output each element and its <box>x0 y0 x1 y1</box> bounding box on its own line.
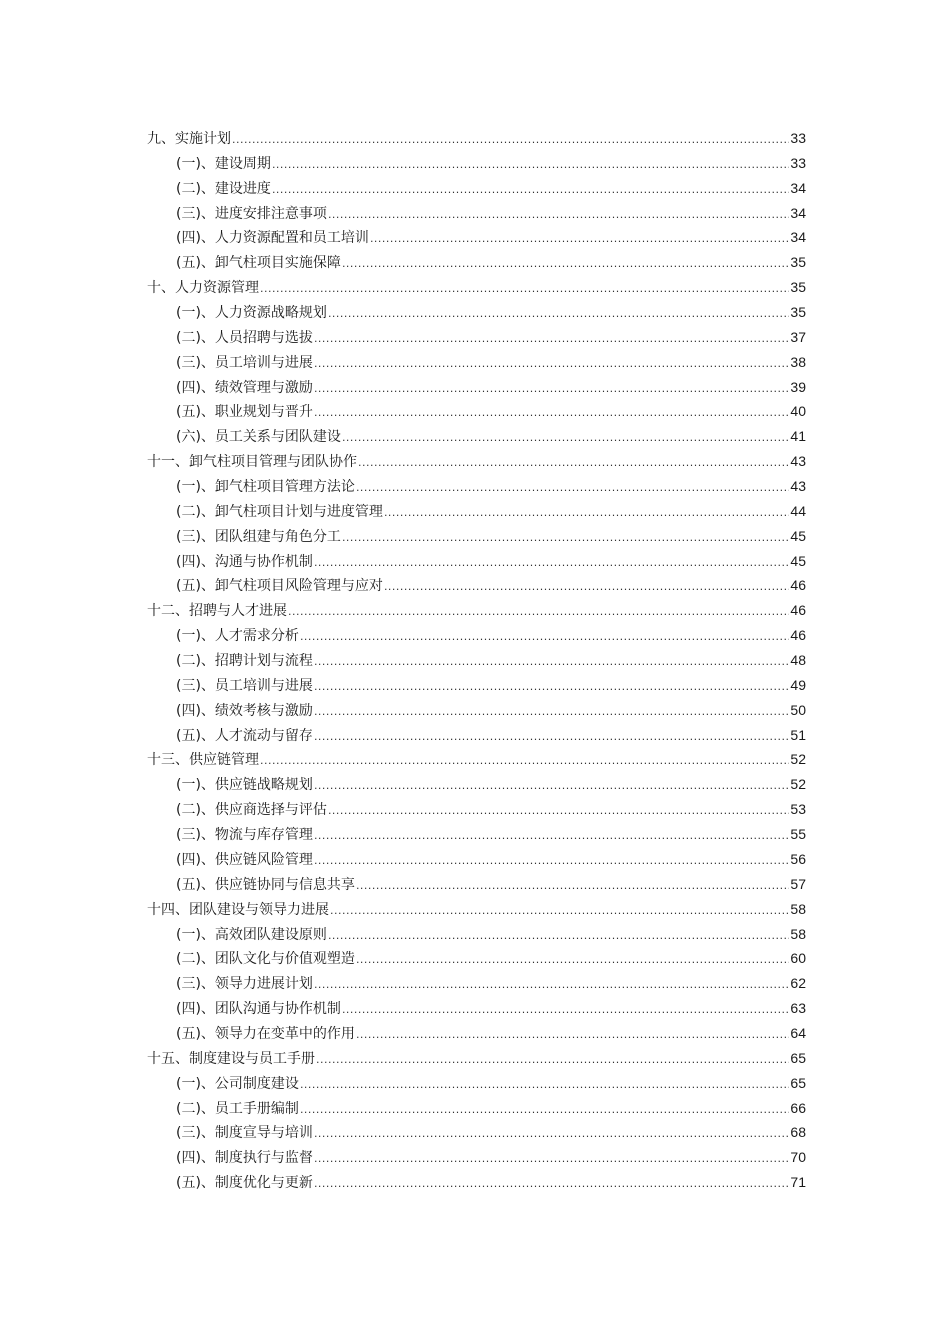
toc-entry-title: 十一、卸气柱项目管理与团队协作 <box>147 454 357 471</box>
dot-leader <box>342 252 789 277</box>
toc-section-entry[interactable] <box>147 474 806 499</box>
toc-entry-title: (二)、人员招聘与选拔 <box>176 329 313 346</box>
toc-page-number: 58 <box>790 900 806 917</box>
toc-entry-title: (五)、职业规划与晋升 <box>176 404 313 421</box>
table-of-contents <box>147 126 806 1195</box>
toc-section-entry[interactable] <box>147 375 806 400</box>
toc-chapter-entry[interactable] <box>147 897 806 922</box>
toc-entry-title: 十二、招聘与人才进展 <box>147 603 287 620</box>
toc-entry-title: (五)、卸气柱项目风险管理与应对 <box>176 578 383 595</box>
toc-entry-title: (四)、制度执行与监督 <box>176 1150 313 1167</box>
toc-entry-title: (四)、团队沟通与协作机制 <box>176 1001 341 1018</box>
dot-leader <box>356 948 789 973</box>
toc-page-number: 46 <box>790 602 806 619</box>
dot-leader <box>314 849 789 874</box>
toc-section-entry[interactable] <box>147 772 806 797</box>
dot-leader <box>316 1048 789 1073</box>
toc-section-entry[interactable] <box>147 847 806 872</box>
toc-page-number: 68 <box>790 1124 806 1141</box>
toc-page-number: 52 <box>790 751 806 768</box>
dot-leader <box>314 774 789 799</box>
dot-leader <box>314 973 789 998</box>
dot-leader <box>328 302 789 327</box>
toc-entry-title: (五)、供应链协同与信息共享 <box>176 876 355 893</box>
toc-page-number: 57 <box>790 875 806 892</box>
toc-entry-title: (一)、公司制度建设 <box>176 1075 299 1092</box>
dot-leader <box>272 178 789 203</box>
dot-leader <box>232 128 789 153</box>
dot-leader <box>300 1073 789 1098</box>
toc-section-entry[interactable] <box>147 549 806 574</box>
toc-page-number: 48 <box>790 652 806 669</box>
toc-entry-title: (五)、卸气柱项目实施保障 <box>176 255 341 272</box>
toc-page-number: 43 <box>790 453 806 470</box>
toc-page-number: 65 <box>790 1074 806 1091</box>
toc-page-number: 55 <box>790 826 806 843</box>
toc-page-number: 39 <box>790 378 806 395</box>
toc-page-number: 66 <box>790 1099 806 1116</box>
dot-leader <box>356 476 789 501</box>
toc-entry-title: (四)、供应链风险管理 <box>176 851 313 868</box>
toc-entry-title: 九、实施计划 <box>147 131 231 147</box>
toc-section-entry[interactable] <box>147 648 806 673</box>
toc-section-entry[interactable] <box>147 573 806 598</box>
toc-page-number: 60 <box>790 950 806 967</box>
toc-page-number: 33 <box>790 130 806 146</box>
toc-entry-title: (三)、员工培训与进展 <box>176 677 313 694</box>
toc-page-number: 62 <box>790 975 806 992</box>
toc-entry-title: 十四、团队建设与领导力进展 <box>147 901 329 918</box>
toc-section-entry[interactable] <box>147 996 806 1021</box>
toc-page-number: 33 <box>790 154 806 171</box>
toc-page-number: 46 <box>790 627 806 644</box>
toc-page-number: 35 <box>790 304 806 321</box>
toc-section-entry[interactable] <box>147 300 806 325</box>
dot-leader <box>328 924 789 949</box>
toc-entry-title: (一)、供应链战略规划 <box>176 777 313 794</box>
dot-leader <box>314 352 789 377</box>
toc-page-number: 34 <box>790 179 806 196</box>
toc-entry-title: (五)、领导力在变革中的作用 <box>176 1025 355 1042</box>
toc-page-number: 56 <box>790 850 806 867</box>
toc-section-entry[interactable] <box>147 797 806 822</box>
dot-leader <box>328 799 789 824</box>
dot-leader <box>356 874 789 899</box>
toc-section-entry[interactable] <box>147 1145 806 1170</box>
toc-page-number: 40 <box>790 403 806 420</box>
toc-section-entry[interactable] <box>147 151 806 176</box>
toc-section-entry[interactable] <box>147 176 806 201</box>
toc-chapter-entry[interactable] <box>147 275 806 300</box>
dot-leader <box>300 625 789 650</box>
dot-leader <box>288 600 789 625</box>
toc-page-number: 51 <box>790 726 806 743</box>
toc-entry-title: (一)、高效团队建设原则 <box>176 926 327 943</box>
toc-entry-title: (一)、人力资源战略规划 <box>176 305 327 322</box>
toc-page-number: 63 <box>790 1000 806 1017</box>
toc-section-entry[interactable] <box>147 1021 806 1046</box>
dot-leader <box>314 725 789 750</box>
dot-leader <box>342 426 789 451</box>
toc-section-entry[interactable] <box>147 872 806 897</box>
toc-page-number: 34 <box>790 204 806 221</box>
dot-leader <box>314 327 789 352</box>
toc-section-entry[interactable] <box>147 399 806 424</box>
toc-entry-title: (四)、绩效管理与激励 <box>176 379 313 396</box>
toc-chapter-entry[interactable] <box>147 598 806 623</box>
toc-entry-title: (六)、员工关系与团队建设 <box>176 429 341 446</box>
toc-entry-title: (三)、团队组建与角色分工 <box>176 528 341 545</box>
toc-page-number: 71 <box>790 1174 806 1191</box>
toc-page-number: 34 <box>790 229 806 246</box>
toc-page-number: 52 <box>790 776 806 793</box>
toc-entry-title: (二)、团队文化与价值观塑造 <box>176 951 355 968</box>
dot-leader <box>328 203 789 228</box>
toc-entry-title: (五)、人才流动与留存 <box>176 727 313 744</box>
toc-section-entry[interactable] <box>147 201 806 226</box>
dot-leader <box>314 1147 789 1172</box>
dot-leader <box>358 451 789 476</box>
toc-section-entry[interactable] <box>147 946 806 971</box>
dot-leader <box>384 501 789 526</box>
toc-section-entry[interactable] <box>147 225 806 250</box>
toc-entry-title: (五)、制度优化与更新 <box>176 1175 313 1192</box>
dot-leader <box>314 551 789 576</box>
toc-page-number: 65 <box>790 1049 806 1066</box>
toc-entry-title: (三)、制度宣导与培训 <box>176 1125 313 1142</box>
toc-page-number: 70 <box>790 1149 806 1166</box>
toc-entry-title: 十、人力资源管理 <box>147 280 259 297</box>
toc-section-entry[interactable] <box>147 698 806 723</box>
toc-entry-title: (四)、人力资源配置和员工培训 <box>176 230 369 247</box>
dot-leader <box>260 749 789 774</box>
dot-leader <box>314 377 789 402</box>
toc-entry-title: (二)、员工手册编制 <box>176 1100 299 1117</box>
toc-entry-title: 十五、制度建设与员工手册 <box>147 1050 315 1067</box>
toc-entry-title: 十三、供应链管理 <box>147 752 259 769</box>
dot-leader <box>330 899 789 924</box>
toc-section-entry[interactable] <box>147 723 806 748</box>
dot-leader <box>370 227 789 252</box>
toc-section-entry[interactable] <box>147 1120 806 1145</box>
toc-page-number: 38 <box>790 353 806 370</box>
toc-page-number: 43 <box>790 478 806 495</box>
toc-entry-title: (二)、卸气柱项目计划与进度管理 <box>176 503 383 520</box>
toc-section-entry[interactable] <box>147 623 806 648</box>
dot-leader <box>384 575 789 600</box>
toc-entry-title: (二)、招聘计划与流程 <box>176 653 313 670</box>
dot-leader <box>314 1172 789 1197</box>
toc-section-entry[interactable] <box>147 822 806 847</box>
toc-page-number: 35 <box>790 254 806 271</box>
toc-page-number: 49 <box>790 676 806 693</box>
toc-section-entry[interactable] <box>147 524 806 549</box>
toc-page-number: 45 <box>790 527 806 544</box>
toc-page-number: 46 <box>790 577 806 594</box>
toc-entry-title: (三)、物流与库存管理 <box>176 827 313 844</box>
dot-leader <box>272 153 789 178</box>
dot-leader <box>342 998 789 1023</box>
toc-page-number: 37 <box>790 328 806 345</box>
toc-entry-title: (一)、建设周期 <box>176 155 271 172</box>
toc-chapter-entry[interactable] <box>147 126 806 151</box>
dot-leader <box>314 700 789 725</box>
toc-section-entry[interactable] <box>147 1170 806 1195</box>
toc-section-entry[interactable] <box>147 1096 806 1121</box>
dot-leader <box>314 824 789 849</box>
dot-leader <box>342 526 789 551</box>
toc-section-entry[interactable] <box>147 971 806 996</box>
toc-page-number: 44 <box>790 502 806 519</box>
toc-page-number: 58 <box>790 925 806 942</box>
dot-leader <box>260 277 789 302</box>
toc-entry-title: (四)、沟通与协作机制 <box>176 553 313 570</box>
dot-leader <box>300 1098 789 1123</box>
toc-section-entry[interactable] <box>147 325 806 350</box>
toc-page-number: 50 <box>790 701 806 718</box>
toc-page-number: 53 <box>790 801 806 818</box>
toc-entry-title: (三)、进度安排注意事项 <box>176 205 327 222</box>
toc-entry-title: (三)、员工培训与进展 <box>176 354 313 371</box>
toc-page-number: 64 <box>790 1024 806 1041</box>
dot-leader <box>356 1023 789 1048</box>
toc-section-entry[interactable] <box>147 499 806 524</box>
dot-leader <box>314 1122 789 1147</box>
toc-page-number: 35 <box>790 279 806 296</box>
toc-entry-title: (二)、供应商选择与评估 <box>176 802 327 819</box>
toc-entry-title: (一)、人才需求分析 <box>176 628 299 645</box>
toc-chapter-entry[interactable] <box>147 449 806 474</box>
toc-page-number: 41 <box>790 428 806 445</box>
toc-entry-title: (四)、绩效考核与激励 <box>176 702 313 719</box>
dot-leader <box>314 650 789 675</box>
toc-page-number: 45 <box>790 552 806 569</box>
toc-section-entry[interactable] <box>147 424 806 449</box>
toc-section-entry[interactable] <box>147 673 806 698</box>
dot-leader <box>314 675 789 700</box>
toc-chapter-entry[interactable] <box>147 747 806 772</box>
toc-section-entry[interactable] <box>147 1071 806 1096</box>
toc-entry-title: (一)、卸气柱项目管理方法论 <box>176 479 355 496</box>
toc-chapter-entry[interactable] <box>147 1046 806 1071</box>
toc-entry-title: (二)、建设进度 <box>176 180 271 197</box>
toc-entry-title: (三)、领导力进展计划 <box>176 976 313 993</box>
toc-section-entry[interactable] <box>147 250 806 275</box>
dot-leader <box>314 401 789 426</box>
toc-section-entry[interactable] <box>147 350 806 375</box>
toc-section-entry[interactable] <box>147 922 806 947</box>
